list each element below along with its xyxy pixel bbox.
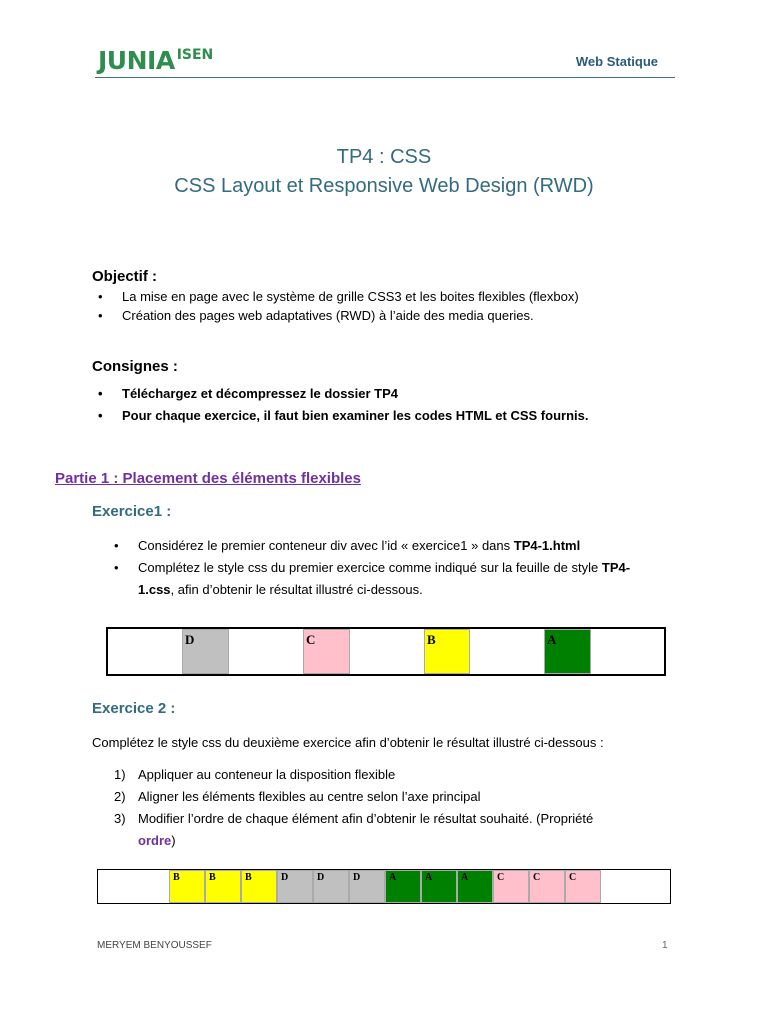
flex-item-a: A [421, 870, 457, 903]
logo-main: JUNIA [98, 46, 175, 75]
step-item [92, 764, 692, 786]
item-text: Considérez le premier conteneur div avec l’id « exercice1 » dans [138, 538, 514, 553]
header-divider [95, 77, 675, 78]
objectif-list [92, 287, 692, 325]
exercice2-intro: Complétez le style css du deuxième exercice afin d’obtenir le résultat illustré ci-dessous : [92, 735, 604, 750]
list-item: • Pour chaque exercice, il faut bien examiner les codes HTML et CSS fournis. [92, 405, 692, 427]
exercice2-steps [92, 764, 692, 852]
flex-item-c: C [303, 629, 350, 674]
step-text: Modifier l’ordre de chaque élément afin d’obtenir le résultat souhaité. (Propriété [138, 811, 594, 826]
exercice1-list [108, 535, 678, 601]
objectif-heading: Objectif : [92, 268, 158, 285]
file-name: TP4- [601, 560, 631, 575]
property-keyword: ordre [138, 833, 172, 848]
step-text: ) [171, 833, 176, 848]
flex-item-a: A [544, 629, 591, 674]
step-item [92, 808, 692, 852]
flex-item-d: D [349, 870, 385, 903]
step-item [92, 786, 692, 808]
flex-item-d: D [182, 629, 229, 674]
flex-item-b: B [169, 870, 205, 903]
list-item: • Téléchargez et décompressez le dossier TP4 [92, 383, 692, 405]
exercice1-heading: Exercice1 : [92, 503, 172, 520]
step-text: Aligner les éléments flexibles au centre selon l’axe principal [138, 789, 481, 804]
flex-item-a: A [385, 870, 421, 903]
document-title: TP4 : CSS [336, 146, 432, 168]
document-subtitle: CSS Layout et Responsive Web Design (RWD) [174, 175, 594, 197]
flex-item-c: C [529, 870, 565, 903]
flex-item-a: A [457, 870, 493, 903]
list-item: • La mise en page avec le système de grille CSS3 et les boites flexibles (flexbox) [92, 287, 692, 306]
step-number: 3) [114, 811, 126, 826]
list-item [108, 557, 678, 601]
flex-item-b: B [424, 629, 470, 674]
file-name: 1.css [138, 582, 171, 597]
flex-item-c: C [565, 870, 601, 903]
page-number: 1 [662, 940, 668, 951]
step-text: Appliquer au conteneur la disposition flexible [138, 767, 396, 782]
consignes-heading: Consignes : [92, 358, 178, 375]
flex-item-b: B [205, 870, 241, 903]
consignes-list [92, 383, 692, 427]
list-item: • Création des pages web adaptatives (RWD) à l’aide des media queries. [92, 306, 692, 325]
flex-item-b: B [241, 870, 277, 903]
item-text: , afin d’obtenir le résultat illustré ci-dessous. [170, 582, 423, 597]
step-number: 2) [114, 789, 126, 804]
flex-item-d: D [277, 870, 313, 903]
exercice2-heading: Exercice 2 : [92, 700, 176, 717]
list-item [108, 535, 678, 557]
objectif-section [92, 268, 692, 325]
consignes-section [92, 358, 692, 427]
file-name: TP4-1.html [513, 538, 581, 553]
logo-sub: ISEN [176, 47, 214, 63]
exercice1-flex-container [106, 627, 666, 676]
item-text: Complétez le style css du premier exercice comme indiqué sur la feuille de style [138, 560, 602, 575]
junia-isen-logo [98, 46, 213, 75]
step-number: 1) [114, 767, 126, 782]
flex-item-d: D [313, 870, 349, 903]
partie1-heading: Partie 1 : Placement des éléments flexibles [55, 470, 361, 487]
footer-author: MERYEM BENYOUSSEF [97, 940, 212, 951]
exercice2-flex-container [97, 869, 671, 904]
flex-item-c: C [493, 870, 529, 903]
course-title: Web Statique [575, 54, 658, 69]
